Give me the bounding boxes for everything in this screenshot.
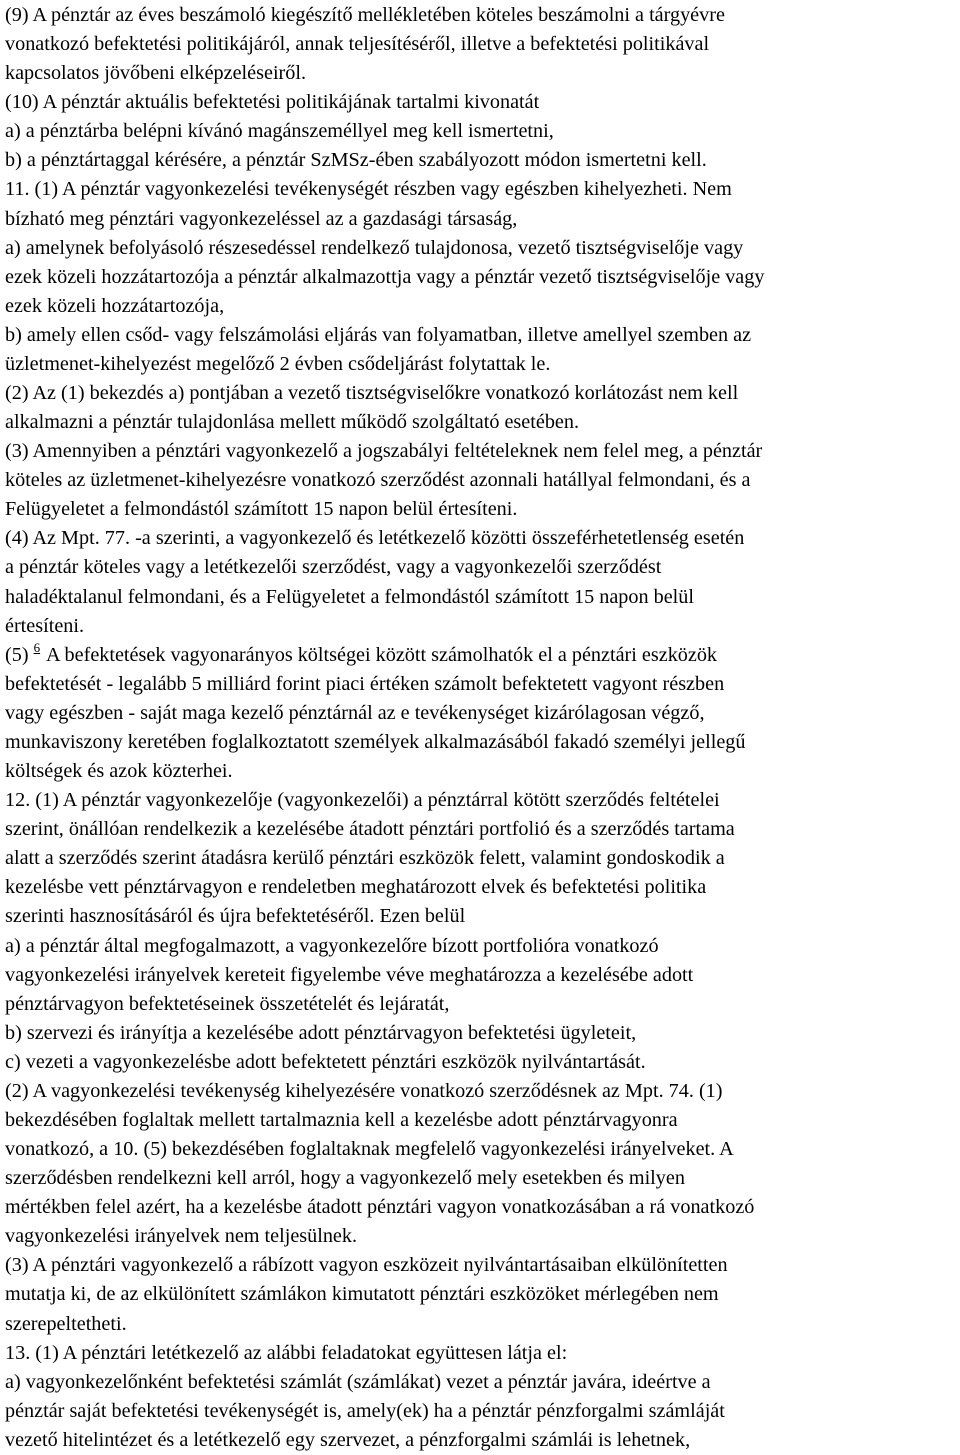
text-line: szerződésben rendelkezni kell arról, hogy a vagyonkezelő mely esetekben és milyen	[5, 1167, 685, 1190]
text-line: (4) Az Mpt. 77. -a szerinti, a vagyonkezelő és letétkezelő közötti összeférhetetlenség esetén	[5, 527, 745, 550]
text-line: mutatja ki, de az elkülönített számlákon kimutatott pénztári eszközöket mérlegében nem	[5, 1283, 719, 1306]
text-line: szerinti hasznosításáról és újra befektetéséről. Ezen belül	[5, 905, 466, 928]
text-line: vezető hitelintézet és a letétkezelő egy szervezet, a pénzforgalmi számlái is lehetnek,	[5, 1428, 691, 1451]
text-line: vagyonkezelési irányelvek nem teljesülnek.	[5, 1225, 358, 1248]
text-line: a pénztár köteles vagy a letétkezelői szerződést, vagy a vagyonkezelői szerződést	[5, 556, 662, 579]
text-line: munkaviszony keretében foglalkoztatott személyek alkalmazásából fakadó személyi jellegű	[5, 730, 746, 753]
text-line: szerepeltetheti.	[5, 1312, 127, 1335]
text-line: a) vagyonkezelőnként befektetési számlát (számlákat) vezet a pénztár javára, ideértve a	[5, 1370, 711, 1393]
text-line: ezek közeli hozzátartozója,	[5, 294, 225, 317]
text-line: (10) A pénztár aktuális befektetési politikájának tartalmi kivonatát	[5, 91, 540, 114]
document-page	[5, 0, 957, 1455]
text-line: pénztárvagyon befektetéseinek összetételét és lejáratát,	[5, 992, 450, 1015]
section-heading-line: 13. (1) A pénztári letétkezelő az alábbi feladatokat együttesen látja el:	[5, 1341, 568, 1364]
text-line: bekezdésében foglaltak mellett tartalmaznia kell a kezelésbe adott pénztárvagyonra	[5, 1108, 678, 1131]
text-line: a) a pénztárba belépni kívánó magánszeméllyel meg kell ismertetni,	[5, 120, 554, 143]
text-line: értesíteni.	[5, 614, 85, 637]
footnote-link[interactable]: 6	[33, 639, 41, 655]
text-line: alatt a szerződés szerint átadásra kerülő pénztári eszközök felett, valamint gondoskodik a	[5, 847, 725, 870]
text-line: vagy egészben - saját maga kezelő pénztárnál az e tevékenységet kizárólagosan végző,	[5, 701, 705, 724]
text-line: bízható meg pénztári vagyonkezeléssel az a gazdasági társaság,	[5, 207, 518, 230]
text-line: költségek és azok közterhei.	[5, 760, 233, 783]
text-line: köteles az üzletmenet-kihelyezésre vonatkozó szerződést azonnali hatállyal felmondani, és a	[5, 469, 751, 492]
text-line: pénztár saját befektetési tevékenységét is, amely(ek) ha a pénztár pénzforgalmi számláját	[5, 1399, 725, 1422]
text-line: alkalmazni a pénztár tulajdonlása mellett működő szolgáltató esetében.	[5, 411, 580, 434]
text-line: b) amely ellen csőd- vagy felszámolási eljárás van folyamatban, illetve amellyel szemben az	[5, 323, 752, 346]
text-line: (3) A pénztári vagyonkezelő a rábízott vagyon eszközeit nyilvántartásaiban elkülönítetten	[5, 1254, 728, 1277]
paragraph-5-prefix: (5)	[5, 643, 34, 666]
text-line: vonatkozó befektetési politikájáról, annak teljesítéséről, illetve a befektetési politikával	[5, 33, 710, 56]
text-line: ezek közeli hozzátartozója a pénztár alkalmazottja vagy a pénztár vezető tisztségviselője vagy	[5, 265, 765, 288]
paragraph-5-text: A befektetések vagyonarányos költségei között számolhatók el a pénztári eszközök	[42, 643, 718, 666]
text-line: b) szervezi és irányítja a kezelésébe adott pénztárvagyon befektetési ügyleteit,	[5, 1021, 637, 1044]
text-line: a) amelynek befolyásoló részesedéssel rendelkező tulajdonosa, vezető tisztségviselője vagy	[5, 236, 744, 259]
text-line: haladéktalanul felmondani, és a Felügyeletet a felmondástól számított 15 napon belül	[5, 585, 694, 608]
text-line: (2) Az (1) bekezdés a) pontjában a vezető tisztségviselőkre vonatkozó korlátozást nem kell	[5, 382, 739, 405]
text-line: (9) A pénztár az éves beszámoló kiegészítő mellékletében köteles beszámolni a tárgyévre	[5, 4, 725, 26]
text-line: vonatkozó, a 10. (5) bekezdésében foglaltaknak megfelelő vagyonkezelési irányelveket. A	[5, 1138, 734, 1161]
text-line: befektetését - legalább 5 milliárd forint piaci értéken számolt befektetett vagyont részben	[5, 672, 725, 695]
text-line: b) a pénztártaggal kérésére, a pénztár SzMSz-ében szabályozott módon ismertetni kell.	[5, 149, 707, 172]
text-line: vagyonkezelési irányelvek kereteit figyelembe véve meghatározza a kezelésébe adott	[5, 963, 694, 986]
text-line: (2) A vagyonkezelési tevékenység kihelyezésére vonatkozó szerződésnek az Mpt. 74. (1)	[5, 1079, 723, 1102]
text-line: kezelésbe vett pénztárvagyon e rendeletben meghatározott elvek és befektetési politika	[5, 876, 707, 899]
section-heading-line: 12. (1) A pénztár vagyonkezelője (vagyonkezelői) a pénztárral kötött szerződés feltételei	[5, 789, 720, 812]
text-line: kapcsolatos jövőbeni elképzeléseiről.	[5, 62, 307, 85]
paragraph-5-line	[5, 641, 957, 670]
text-line: üzletmenet-kihelyezést megelőző 2 évben csődeljárást folytattak le.	[5, 352, 551, 375]
text-line: (3) Amennyiben a pénztári vagyonkezelő a jogszabályi feltételeknek nem felel meg, a pénztár	[5, 440, 763, 463]
text-line: mértékben felel azért, ha a kezelésbe átadott pénztári vagyon vonatkozásában a rá vonatkozó	[5, 1196, 755, 1219]
text-line: Felügyeletet a felmondástól számított 15 napon belül értesíteni.	[5, 498, 518, 521]
text-line: c) vezeti a vagyonkezelésbe adott befektetett pénztári eszközök nyilvántartását.	[5, 1050, 646, 1073]
section-heading-line: 11. (1) A pénztár vagyonkezelési tevékenységét részben vagy egészben kihelyezheti. Nem	[5, 178, 732, 201]
text-line: szerint, önállóan rendelkezik a kezelésébe átadott pénztári portfolió és a szerződés tartama	[5, 818, 735, 841]
text-line: a) a pénztár által megfogalmazott, a vagyonkezelőre bízott portfolióra vonatkozó	[5, 934, 659, 957]
